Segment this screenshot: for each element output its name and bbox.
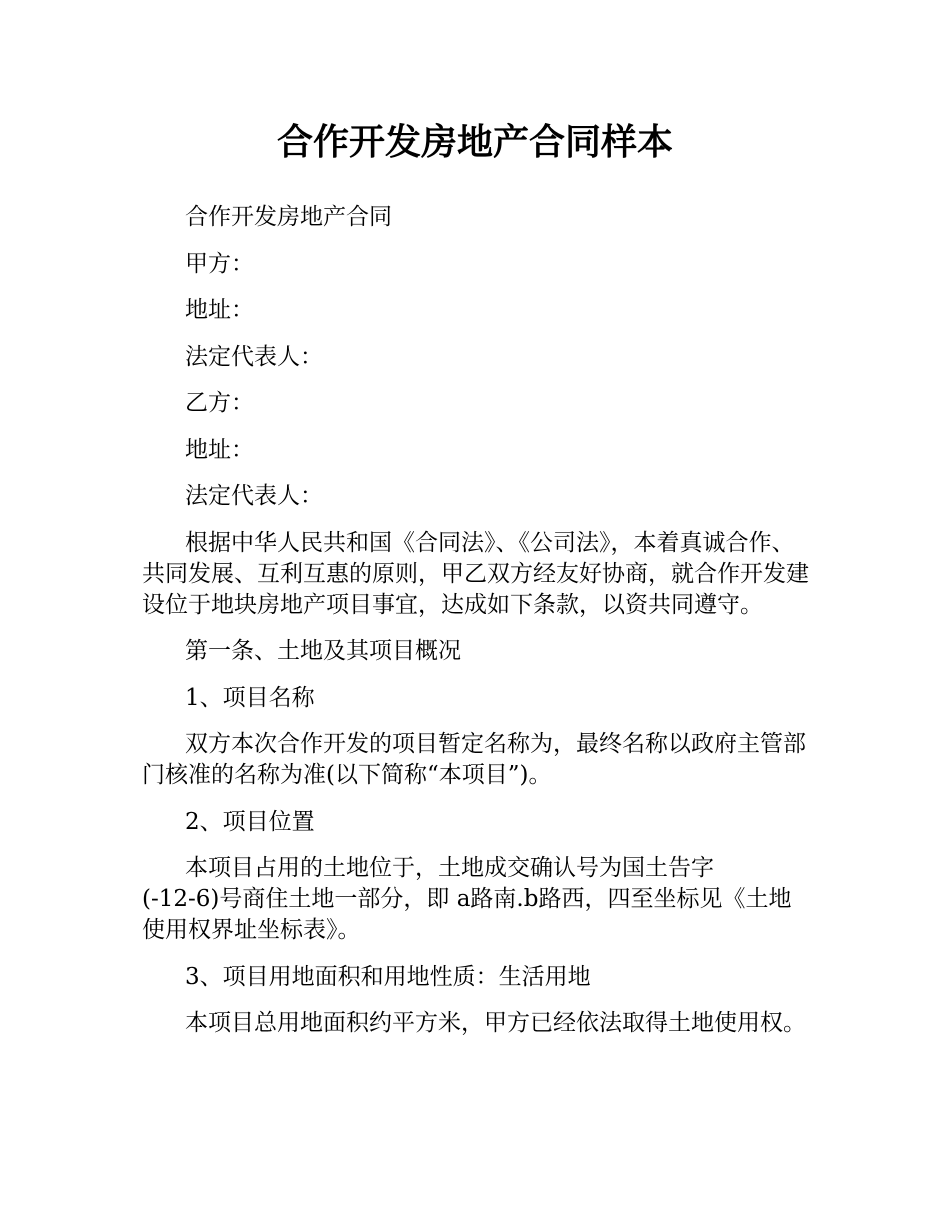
paragraph-party-b-representative: 法定代表人：: [185, 483, 323, 509]
paragraph-party-b: 乙方：: [185, 390, 254, 416]
paragraph-item-2-body: 本项目占用的土地位于，土地成交确认号为国土告字 (-12-6)号商住土地一部分，即 a路南.b路西，四至坐标见《土地使用权界址坐标表》。: [142, 855, 792, 943]
document-title: 合作开发房地产合同样本: [276, 122, 673, 163]
paragraph-item-1-heading: 1、项目名称: [185, 684, 315, 711]
paragraph-party-a-representative: 法定代表人：: [185, 343, 323, 370]
paragraph-party-b-address: 地址：: [185, 436, 254, 463]
paragraph-item-2-heading: 2、项目位置: [185, 808, 315, 835]
paragraph-article-1-heading: 第一条、土地及其项目概况: [185, 638, 461, 664]
document-body: [142, 202, 812, 1055]
paragraph-item-1-body: 双方本次合作开发的项目暂定名称为，最终名称以政府主管部门核准的名称为准(以下简称“本项目”)。: [142, 731, 806, 788]
paragraph-contract-heading: 合作开发房地产合同: [185, 204, 392, 230]
paragraph-party-a-address: 地址：: [185, 297, 254, 323]
paragraph-party-a: 甲方：: [185, 250, 254, 277]
paragraph-item-3-body: 本项目总用地面积约平方米，甲方已经依法取得土地使用权。: [185, 1010, 806, 1036]
paragraph-preamble: 根据中华人民共和国《合同法》、《公司法》，本着真诚合作、共同发展、互利互惠的原则，甲乙双方经友好协商，就合作开发建设位于地块房地产项目事宜，达成如下条款，以资共同遵守。: [142, 529, 809, 618]
paragraph-item-3-heading: 3、项目用地面积和用地性质：生活用地: [185, 963, 591, 990]
